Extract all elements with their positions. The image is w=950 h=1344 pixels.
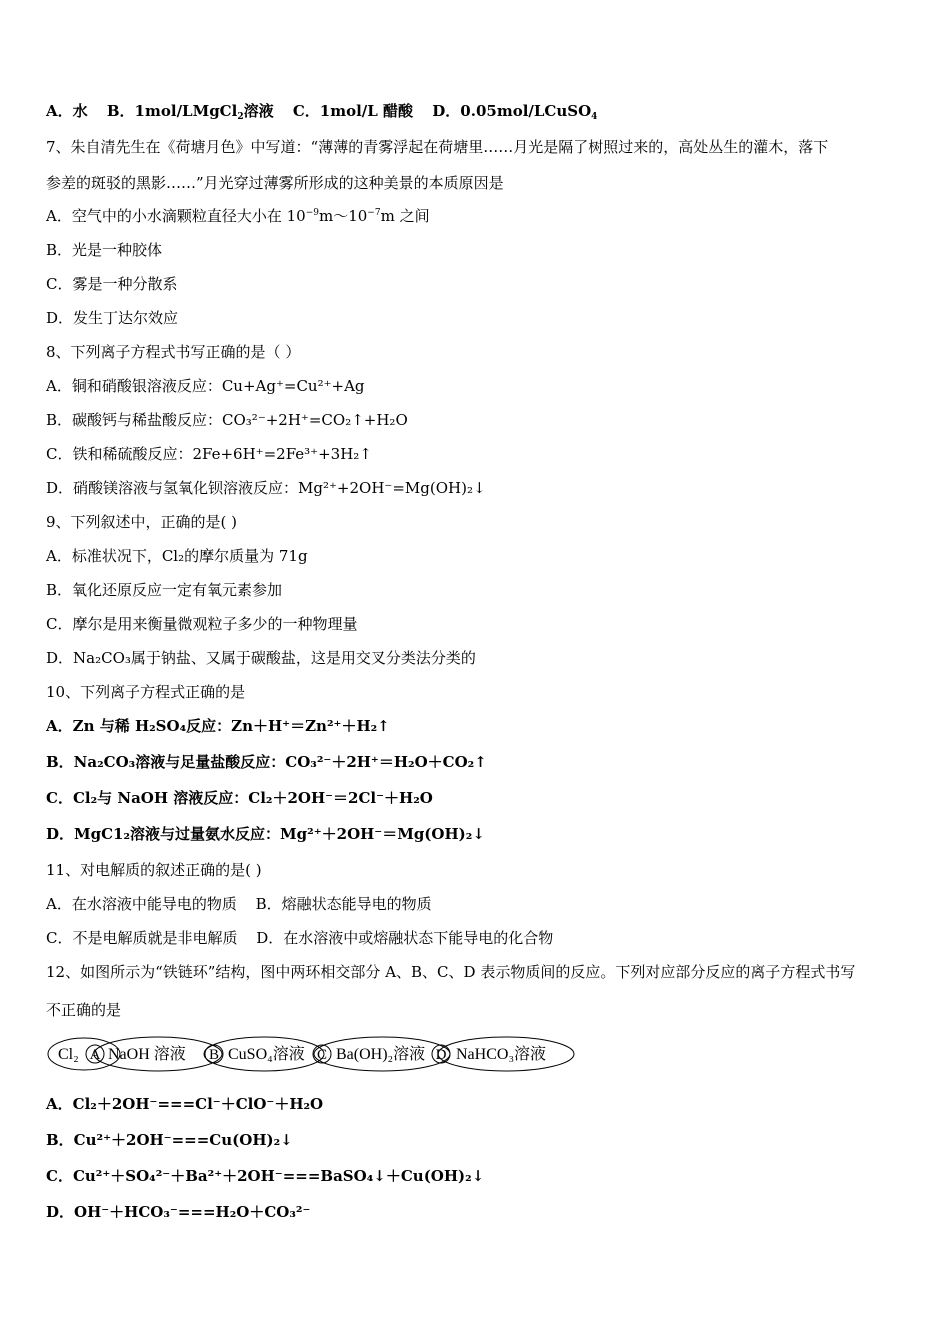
chain-ring-label-3: CuSO₄溶液 bbox=[228, 1046, 305, 1063]
q6-option-d: D．0.05mol/LCuSO$_4$ bbox=[432, 102, 598, 122]
iron-chain-diagram bbox=[46, 1032, 586, 1076]
q8-stem: 8、下列离子方程式书写正确的是（ ） bbox=[46, 343, 301, 361]
q11-options-row2 bbox=[46, 927, 553, 949]
q12-option-c: C．Cu²⁺＋SO₄²⁻＋Ba²⁺＋2OH⁻===BaSO₄↓＋Cu(OH)₂↓ bbox=[46, 1167, 485, 1185]
q12-option-d: D．OH⁻＋HCO₃⁻===H₂O＋CO₃²⁻ bbox=[46, 1203, 311, 1221]
q11-option-c: C．不是电解质就是非电解质 bbox=[46, 929, 238, 947]
q7-option-d: D．发生丁达尔效应 bbox=[46, 309, 179, 327]
q8-option-a: A．铜和硝酸银溶液反应：Cu+Ag⁺=Cu²⁺+Ag bbox=[46, 377, 365, 395]
q9-option-b: B．氧化还原反应一定有氧元素参加 bbox=[46, 581, 283, 599]
chain-letter-a: A bbox=[89, 1047, 101, 1063]
q11-option-a: A．在水溶液中能导电的物质 bbox=[46, 895, 237, 913]
q12-stem-line2: 不正确的是 bbox=[46, 1001, 122, 1019]
q11-option-b: B．熔融状态能导电的物质 bbox=[255, 895, 432, 913]
q7-stem-line1: 7、朱自清先生在《荷塘月色》中写道：“薄薄的青雾浮起在荷塘里……月光是隔了树照过来的，高处丛生的灌木，落下 bbox=[46, 138, 829, 156]
q10-option-d: D．MgC1₂溶液与过量氨水反应：Mg²⁺＋2OH⁻＝Mg(OH)₂↓ bbox=[46, 825, 485, 843]
q12-option-b: B．Cu²⁺＋2OH⁻===Cu(OH)₂↓ bbox=[46, 1131, 293, 1149]
q8-option-d: D．硝酸镁溶液与氢氧化钡溶液反应：Mg²⁺+2OH⁻=Mg(OH)₂↓ bbox=[46, 479, 486, 497]
q7-option-b: B．光是一种胶体 bbox=[46, 241, 163, 259]
chain-letter-d: D bbox=[435, 1047, 447, 1063]
q12-option-a: A．Cl₂＋2OH⁻===Cl⁻＋ClO⁻＋H₂O bbox=[46, 1095, 324, 1113]
q9-option-a: A．标准状况下，Cl₂的摩尔质量为 71g bbox=[46, 547, 308, 565]
q12-stem-line1: 12、如图所示为“铁链环”结构，图中两环相交部分 A、B、C、D 表示物质间的反应。下列对应部分反应的离子方程式书写 bbox=[46, 963, 856, 981]
q7-option-a: A．空气中的小水滴颗粒直径大小在 $10^{-9}m\sim 10^{-7}m$ 之间 bbox=[46, 207, 430, 225]
chain-letter-c: C bbox=[316, 1047, 328, 1063]
q6-option-a: A．水 bbox=[46, 102, 88, 120]
q10-option-c: C．Cl₂与 NaOH 溶液反应：Cl₂＋2OH⁻＝2Cl⁻＋H₂O bbox=[46, 789, 433, 807]
q10-stem: 10、下列离子方程式正确的是 bbox=[46, 683, 246, 701]
q7-stem-line2: 参差的斑驳的黑影……”月光穿过薄雾所形成的这种美景的本质原因是 bbox=[46, 174, 504, 192]
chain-letter-b: B bbox=[208, 1047, 220, 1063]
q9-stem: 9、下列叙述中，正确的是( ) bbox=[46, 513, 238, 531]
q10-option-b: B．Na₂CO₃溶液与足量盐酸反应：CO₃²⁻＋2H⁺＝H₂O＋CO₂↑ bbox=[46, 753, 487, 771]
chain-ring-label-4: Ba(OH)₂溶液 bbox=[336, 1046, 426, 1063]
q9-option-d: D．Na₂CO₃属于钠盐、又属于碳酸盐，这是用交叉分类法分类的 bbox=[46, 649, 476, 667]
q6-option-c: C．1mol/L 醋酸 bbox=[292, 102, 414, 120]
q10-option-a: A．Zn 与稀 H₂SO₄反应：Zn＋H⁺＝Zn²⁺＋H₂↑ bbox=[46, 717, 390, 735]
q8-option-c: C．铁和稀硫酸反应：2Fe+6H⁺=2Fe³⁺+3H₂↑ bbox=[46, 445, 372, 463]
q11-stem: 11、对电解质的叙述正确的是( ) bbox=[46, 861, 262, 879]
chain-ring-label-5: NaHCO₃溶液 bbox=[456, 1046, 547, 1063]
chain-ring-label-2: NaOH 溶液 bbox=[108, 1046, 186, 1063]
chain-ring-label-1: Cl₂ bbox=[58, 1046, 79, 1063]
q6-options bbox=[46, 100, 597, 122]
q9-option-c: C．摩尔是用来衡量微观粒子多少的一种物理量 bbox=[46, 615, 358, 633]
q11-option-d: D．在水溶液中或熔融状态下能导电的化合物 bbox=[256, 929, 554, 947]
q7-option-c: C．雾是一种分散系 bbox=[46, 275, 178, 293]
q8-option-b: B．碳酸钙与稀盐酸反应：CO₃²⁻+2H⁺=CO₂↑+H₂O bbox=[46, 411, 408, 429]
q11-options-row1 bbox=[46, 893, 432, 915]
q6-option-b: B．1mol/LMgCl$_2$溶液 bbox=[106, 102, 274, 122]
